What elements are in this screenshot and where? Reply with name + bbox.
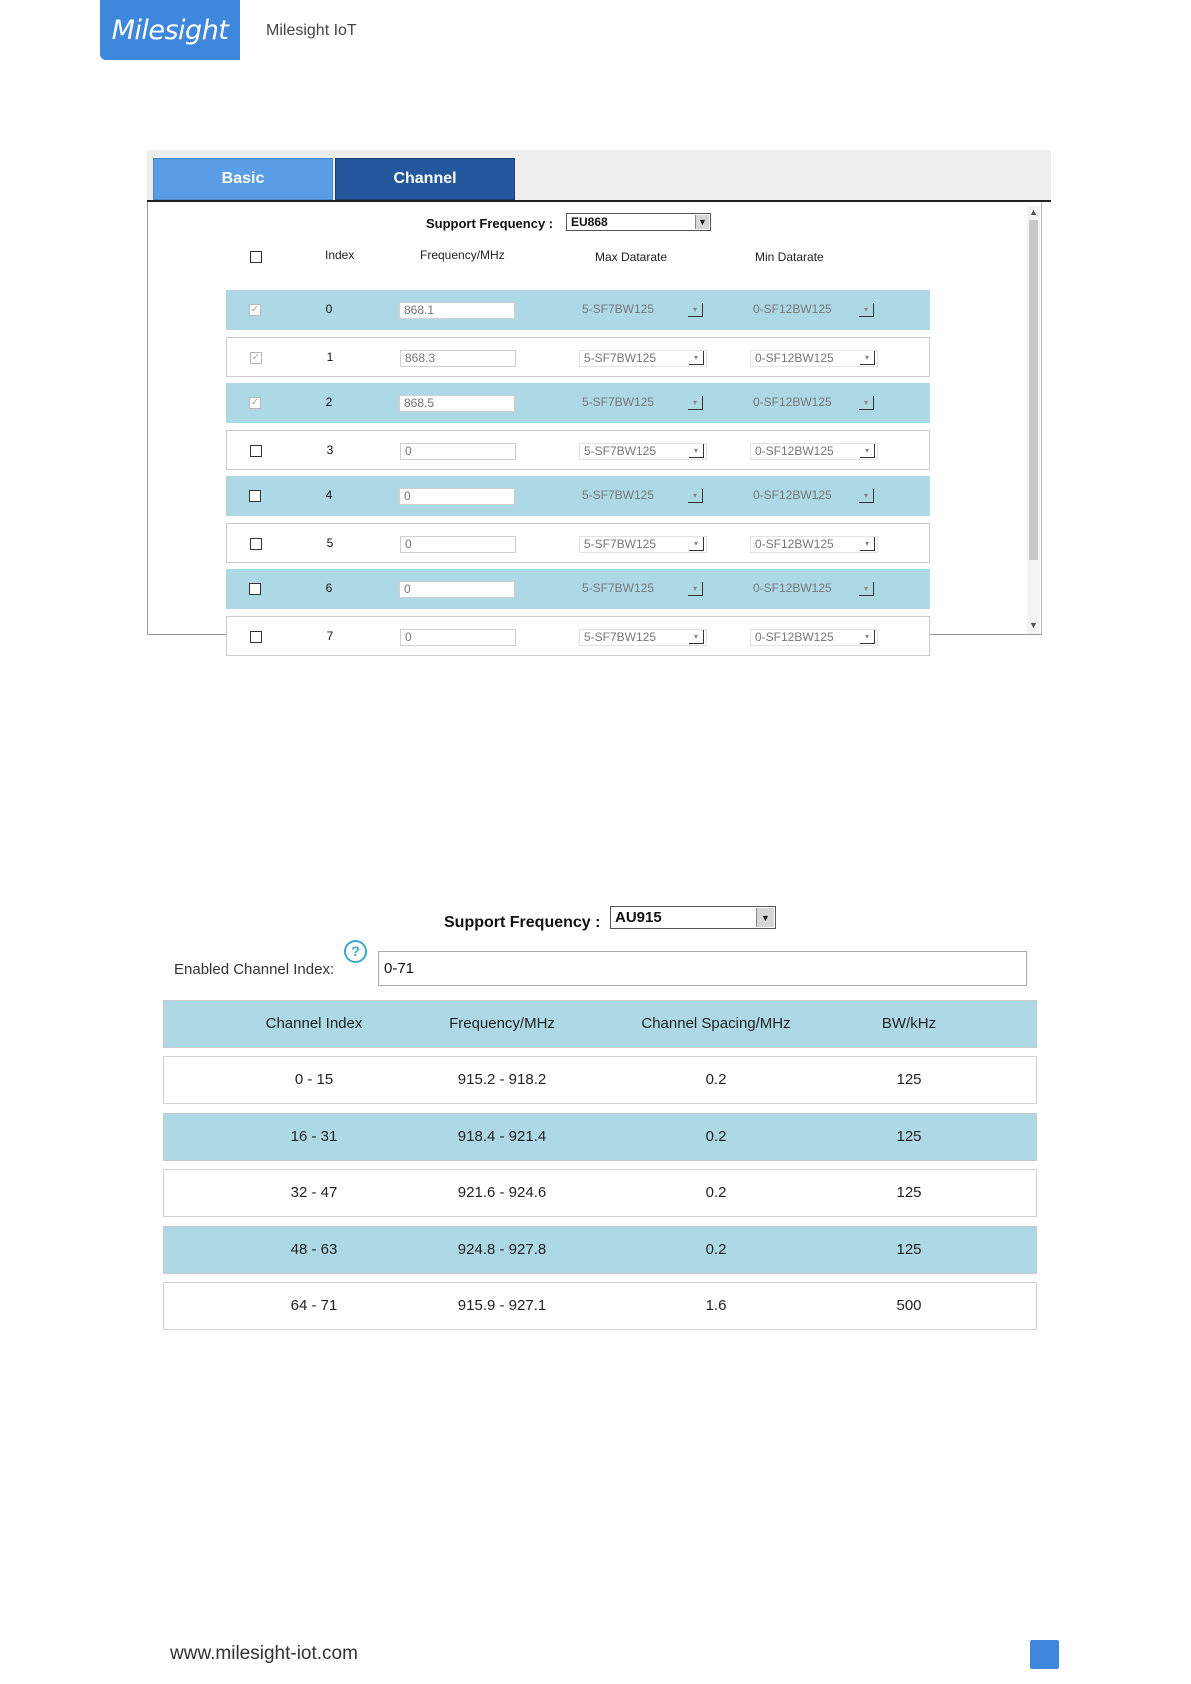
- support-frequency-select[interactable]: [566, 213, 711, 231]
- frequency-input[interactable]: 0: [400, 536, 516, 553]
- max-datarate-value: 5-SF7BW125: [579, 536, 707, 553]
- min-datarate-value: 0-SF12BW125: [750, 350, 878, 367]
- chevron-down-icon: ▾: [689, 351, 704, 365]
- footer-page-marker: [1030, 1640, 1059, 1669]
- channel-index-cell: 16 - 31: [290, 1127, 338, 1145]
- max-datarate-value: 5-SF7BW125: [579, 629, 707, 646]
- chevron-down-icon: ▾: [859, 582, 874, 596]
- channel-checkbox[interactable]: [249, 583, 261, 595]
- support-frequency-value: EU868: [571, 215, 608, 229]
- channel-spacing-cell: 0.2: [705, 1184, 727, 1201]
- channel-checkbox[interactable]: ✓: [251, 351, 261, 363]
- brand-text: Milesight IoT: [266, 22, 357, 39]
- channel-index-cell: 64 - 71: [290, 1297, 338, 1314]
- min-datarate-value: 0-SF12BW125: [750, 629, 878, 646]
- frequency-input[interactable]: 868.3: [400, 350, 516, 367]
- max-datarate-value: 5-SF7BW125: [582, 581, 655, 595]
- chevron-down-icon: ▾: [860, 630, 875, 644]
- max-datarate-value: 5-SF7BW125: [582, 488, 655, 502]
- channel-spacing-cell: 0.2: [705, 1071, 727, 1088]
- channel-checkbox[interactable]: ✓: [250, 304, 260, 315]
- chevron-down-icon: ▾: [859, 303, 874, 317]
- chevron-down-icon: ▾: [688, 396, 703, 410]
- channel-index: 7: [326, 628, 334, 643]
- channel-index-cell: 0 - 15: [294, 1071, 334, 1088]
- max-datarate-value: 5-SF7BW125: [579, 350, 707, 367]
- footer-url[interactable]: www.milesight-iot.com: [170, 1643, 358, 1664]
- channel-row: [226, 476, 930, 516]
- tab-channel[interactable]: Channel: [335, 158, 515, 200]
- max-datarate-value: 5-SF7BW125: [582, 302, 655, 316]
- channel-checkbox[interactable]: [250, 445, 262, 457]
- channel-spacing-cell: 0.2: [705, 1240, 727, 1258]
- bw-cell: 125: [896, 1240, 922, 1258]
- column-header-min-datarate: Min Datarate: [755, 250, 824, 264]
- min-datarate-value: 0-SF12BW125: [750, 443, 878, 460]
- chevron-down-icon: ▾: [689, 630, 704, 644]
- channel-index: 5: [326, 535, 334, 550]
- table-row: [163, 1282, 1037, 1330]
- chevron-down-icon: ▾: [688, 582, 703, 596]
- chevron-down-icon: ▾: [860, 444, 875, 458]
- channel-panel-eu868: [147, 202, 1042, 644]
- channel-spacing-cell: 0.2: [705, 1127, 727, 1145]
- channel-index-cell: 48 - 63: [290, 1240, 338, 1258]
- channel-index: 1: [326, 349, 334, 364]
- channel-index: 2: [325, 395, 333, 409]
- milesight-logo: Milesight: [100, 0, 240, 60]
- channel-row: [226, 569, 930, 609]
- channel-row: [226, 430, 930, 470]
- support-frequency-value-au915: AU915: [615, 909, 662, 926]
- channel-row: [226, 616, 930, 656]
- channel-table-header: [163, 1000, 1037, 1048]
- channel-index-cell: 32 - 47: [290, 1184, 338, 1201]
- chevron-down-icon: ▼: [756, 908, 774, 927]
- chevron-down-icon: ▾: [689, 537, 704, 551]
- frequency-cell: 921.6 - 924.6: [457, 1184, 547, 1201]
- column-header-index: Index: [325, 248, 355, 262]
- chevron-down-icon: ▾: [859, 489, 874, 503]
- channel-checkbox[interactable]: ✓: [250, 397, 260, 408]
- channel-checkbox[interactable]: [250, 538, 262, 550]
- channel-index: 0: [325, 302, 333, 316]
- table-row: [163, 1169, 1037, 1217]
- frequency-input[interactable]: 0: [399, 488, 515, 505]
- support-frequency-select-au915[interactable]: [610, 906, 776, 929]
- bw-cell: 125: [896, 1071, 922, 1088]
- table-row: [163, 1113, 1037, 1161]
- channel-row: [226, 337, 930, 377]
- channel-index: 4: [325, 488, 333, 502]
- enabled-channel-index-input[interactable]: 0-71: [378, 951, 1027, 986]
- channel-row: [226, 383, 930, 423]
- frequency-input[interactable]: 0: [400, 629, 516, 646]
- scrollbar[interactable]: [1027, 206, 1040, 634]
- chevron-down-icon: ▼: [695, 215, 709, 229]
- channel-index: 3: [326, 442, 334, 457]
- support-frequency-label: Support Frequency :: [426, 216, 554, 231]
- chevron-down-icon: ▾: [860, 351, 875, 365]
- min-datarate-value: 0-SF12BW125: [753, 488, 832, 502]
- channel-row: [226, 290, 930, 330]
- channel-index: 6: [325, 581, 333, 595]
- scroll-thumb[interactable]: [1029, 220, 1038, 560]
- support-frequency-label-au915: Support Frequency :: [444, 914, 601, 931]
- column-header-channel-spacing: Channel Spacing/MHz: [641, 1015, 791, 1032]
- frequency-input[interactable]: 0: [399, 581, 515, 598]
- scroll-up-icon[interactable]: ▲: [1029, 207, 1038, 217]
- column-header-max-datarate: Max Datarate: [595, 250, 668, 264]
- frequency-cell: 918.4 - 921.4: [457, 1127, 547, 1145]
- channel-checkbox[interactable]: [250, 631, 262, 643]
- column-header-channel-index: Channel Index: [265, 1015, 363, 1032]
- frequency-cell: 915.2 - 918.2: [457, 1071, 547, 1088]
- chevron-down-icon: ▾: [688, 489, 703, 503]
- frequency-cell: 915.9 - 927.1: [457, 1297, 547, 1314]
- min-datarate-value: 0-SF12BW125: [753, 581, 832, 595]
- chevron-down-icon: ▾: [860, 537, 875, 551]
- table-row: [163, 1056, 1037, 1104]
- help-icon[interactable]: ?: [344, 940, 367, 963]
- frequency-input[interactable]: 0: [400, 443, 516, 460]
- tab-bar: [147, 150, 1051, 202]
- table-row: [163, 1226, 1037, 1274]
- bw-cell: 500: [896, 1297, 922, 1314]
- frequency-input[interactable]: 868.5: [399, 395, 515, 412]
- min-datarate-value: 0-SF12BW125: [750, 536, 878, 553]
- min-datarate-value: 0-SF12BW125: [753, 302, 832, 316]
- column-header-frequency: Frequency/MHz: [420, 248, 505, 262]
- bw-cell: 125: [896, 1184, 922, 1201]
- bw-cell: 125: [896, 1127, 922, 1145]
- chevron-down-icon: ▾: [688, 303, 703, 317]
- channel-row: [226, 523, 930, 563]
- chevron-down-icon: ▾: [689, 444, 704, 458]
- frequency-input[interactable]: 868.1: [399, 302, 515, 319]
- chevron-down-icon: ▾: [859, 396, 874, 410]
- max-datarate-value: 5-SF7BW125: [579, 443, 707, 460]
- frequency-cell: 924.8 - 927.8: [457, 1240, 547, 1258]
- column-header-frequency: Frequency/MHz: [449, 1015, 555, 1032]
- enabled-channel-index-label: Enabled Channel Index:: [174, 961, 335, 978]
- channel-checkbox[interactable]: [249, 490, 261, 502]
- channel-spacing-cell: 1.6: [705, 1297, 727, 1314]
- min-datarate-value: 0-SF12BW125: [753, 395, 832, 409]
- max-datarate-value: 5-SF7BW125: [582, 395, 655, 409]
- column-header-bw: BW/kHz: [881, 1015, 937, 1032]
- select-all-checkbox[interactable]: [250, 251, 262, 263]
- tab-basic[interactable]: Basic: [153, 158, 333, 200]
- scroll-down-icon[interactable]: ▼: [1029, 620, 1038, 630]
